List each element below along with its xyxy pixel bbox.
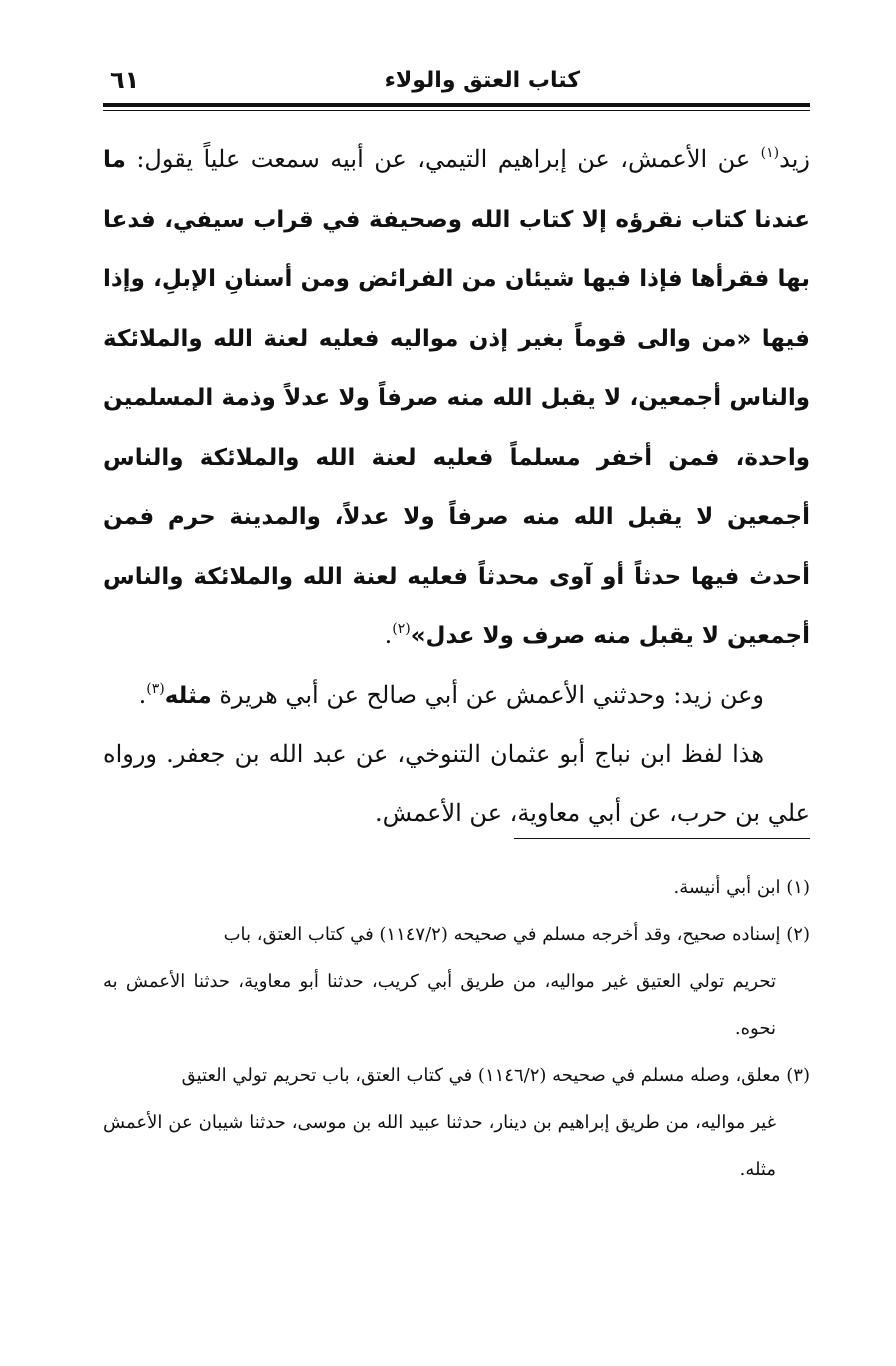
hadith-text: ما عندنا كتاب نقرؤه إلا كتاب الله وصحيفة في قراب سيفي، فدعا بها فقرأها فإذا فيها شيئان من الفرائض ومن أسنانِ الإبلِ، وإذا فيها «من والى قوماً بغير إذن مواليه فعليه لعنة الله والملائكة والناس أجمعين، لا يقبل الله منه صرفاً ولا عدلاً وذمة المسلمين واحدة، فمن أخفر مسلماً فعليه لعنة الله والملائكة والناس أجمعين لا يقبل الله منه صرفاً ولا عدلاً، والمدينة حرم فمن أحدث فيها حدثاً أو آوى محدثاً فعليه لعنة الله والملائكة والناس أجمعين لا يقبل منه صرف ولا عدل»	[103, 147, 810, 649]
paragraph-narration-note: هذا لفظ ابن نباج أبو عثمان التنوخي، عن عبد الله بن جعفر. ورواه علي بن حرب، عن أبي معاوية، عن الأعمش.	[103, 740, 810, 827]
text-run: .	[138, 680, 147, 709]
header-rule-thick	[103, 103, 810, 107]
header-rule-thin	[103, 110, 810, 111]
footnote-1: (١) ابن أبي أنيسة.	[673, 877, 810, 898]
footnote-marker-1: (١)	[760, 145, 780, 161]
footnotes	[103, 864, 810, 1193]
footnote-2-first: (٢) إسناده صحيح، وقد أخرجه مسلم في صحيحه (١١٤٧/٢) في كتاب العتق، باب	[223, 924, 810, 945]
footnote-marker-2: (٢)	[392, 621, 411, 637]
footnote-2	[103, 911, 810, 958]
chapter-title: كتاب العتق والولاء	[384, 68, 580, 93]
footnote-3	[103, 1052, 810, 1099]
paragraph-hadith	[103, 130, 810, 666]
text-run: وعن زيد: وحدثني الأعمش عن أبي صالح عن أبي هريرة	[211, 680, 764, 709]
running-header	[108, 64, 810, 100]
bold-word: مثله	[164, 682, 212, 709]
footnote-separator	[514, 838, 810, 839]
paragraph-zaid	[103, 666, 810, 726]
text-run: زيد	[779, 145, 810, 173]
footnote-3-first: (٣) معلق، وصله مسلم في صحيحه (١١٤٦/٢) في كتاب العتق، باب تحريم تولي العتيق	[181, 1065, 810, 1086]
page-number: ٦١	[110, 66, 140, 94]
text-run: عن الأعمش، عن إبراهيم التيمي، عن أبيه سمعت علياً يقول:	[125, 145, 761, 173]
main-text	[103, 130, 810, 842]
footnote-marker-3: (٣)	[146, 680, 165, 697]
text-run: .	[384, 621, 393, 649]
footnote-2-continued: تحريم تولي العتيق غير مواليه، من طريق أبي كريب، حدثنا أبو معاوية، حدثنا الأعمش به نحوه.	[103, 971, 776, 1039]
footnote-3-continued: غير مواليه، من طريق إبراهيم بن دينار، حدثنا عبيد الله بن موسى، حدثنا شيبان عن الأعمش مثله.	[103, 1112, 776, 1180]
